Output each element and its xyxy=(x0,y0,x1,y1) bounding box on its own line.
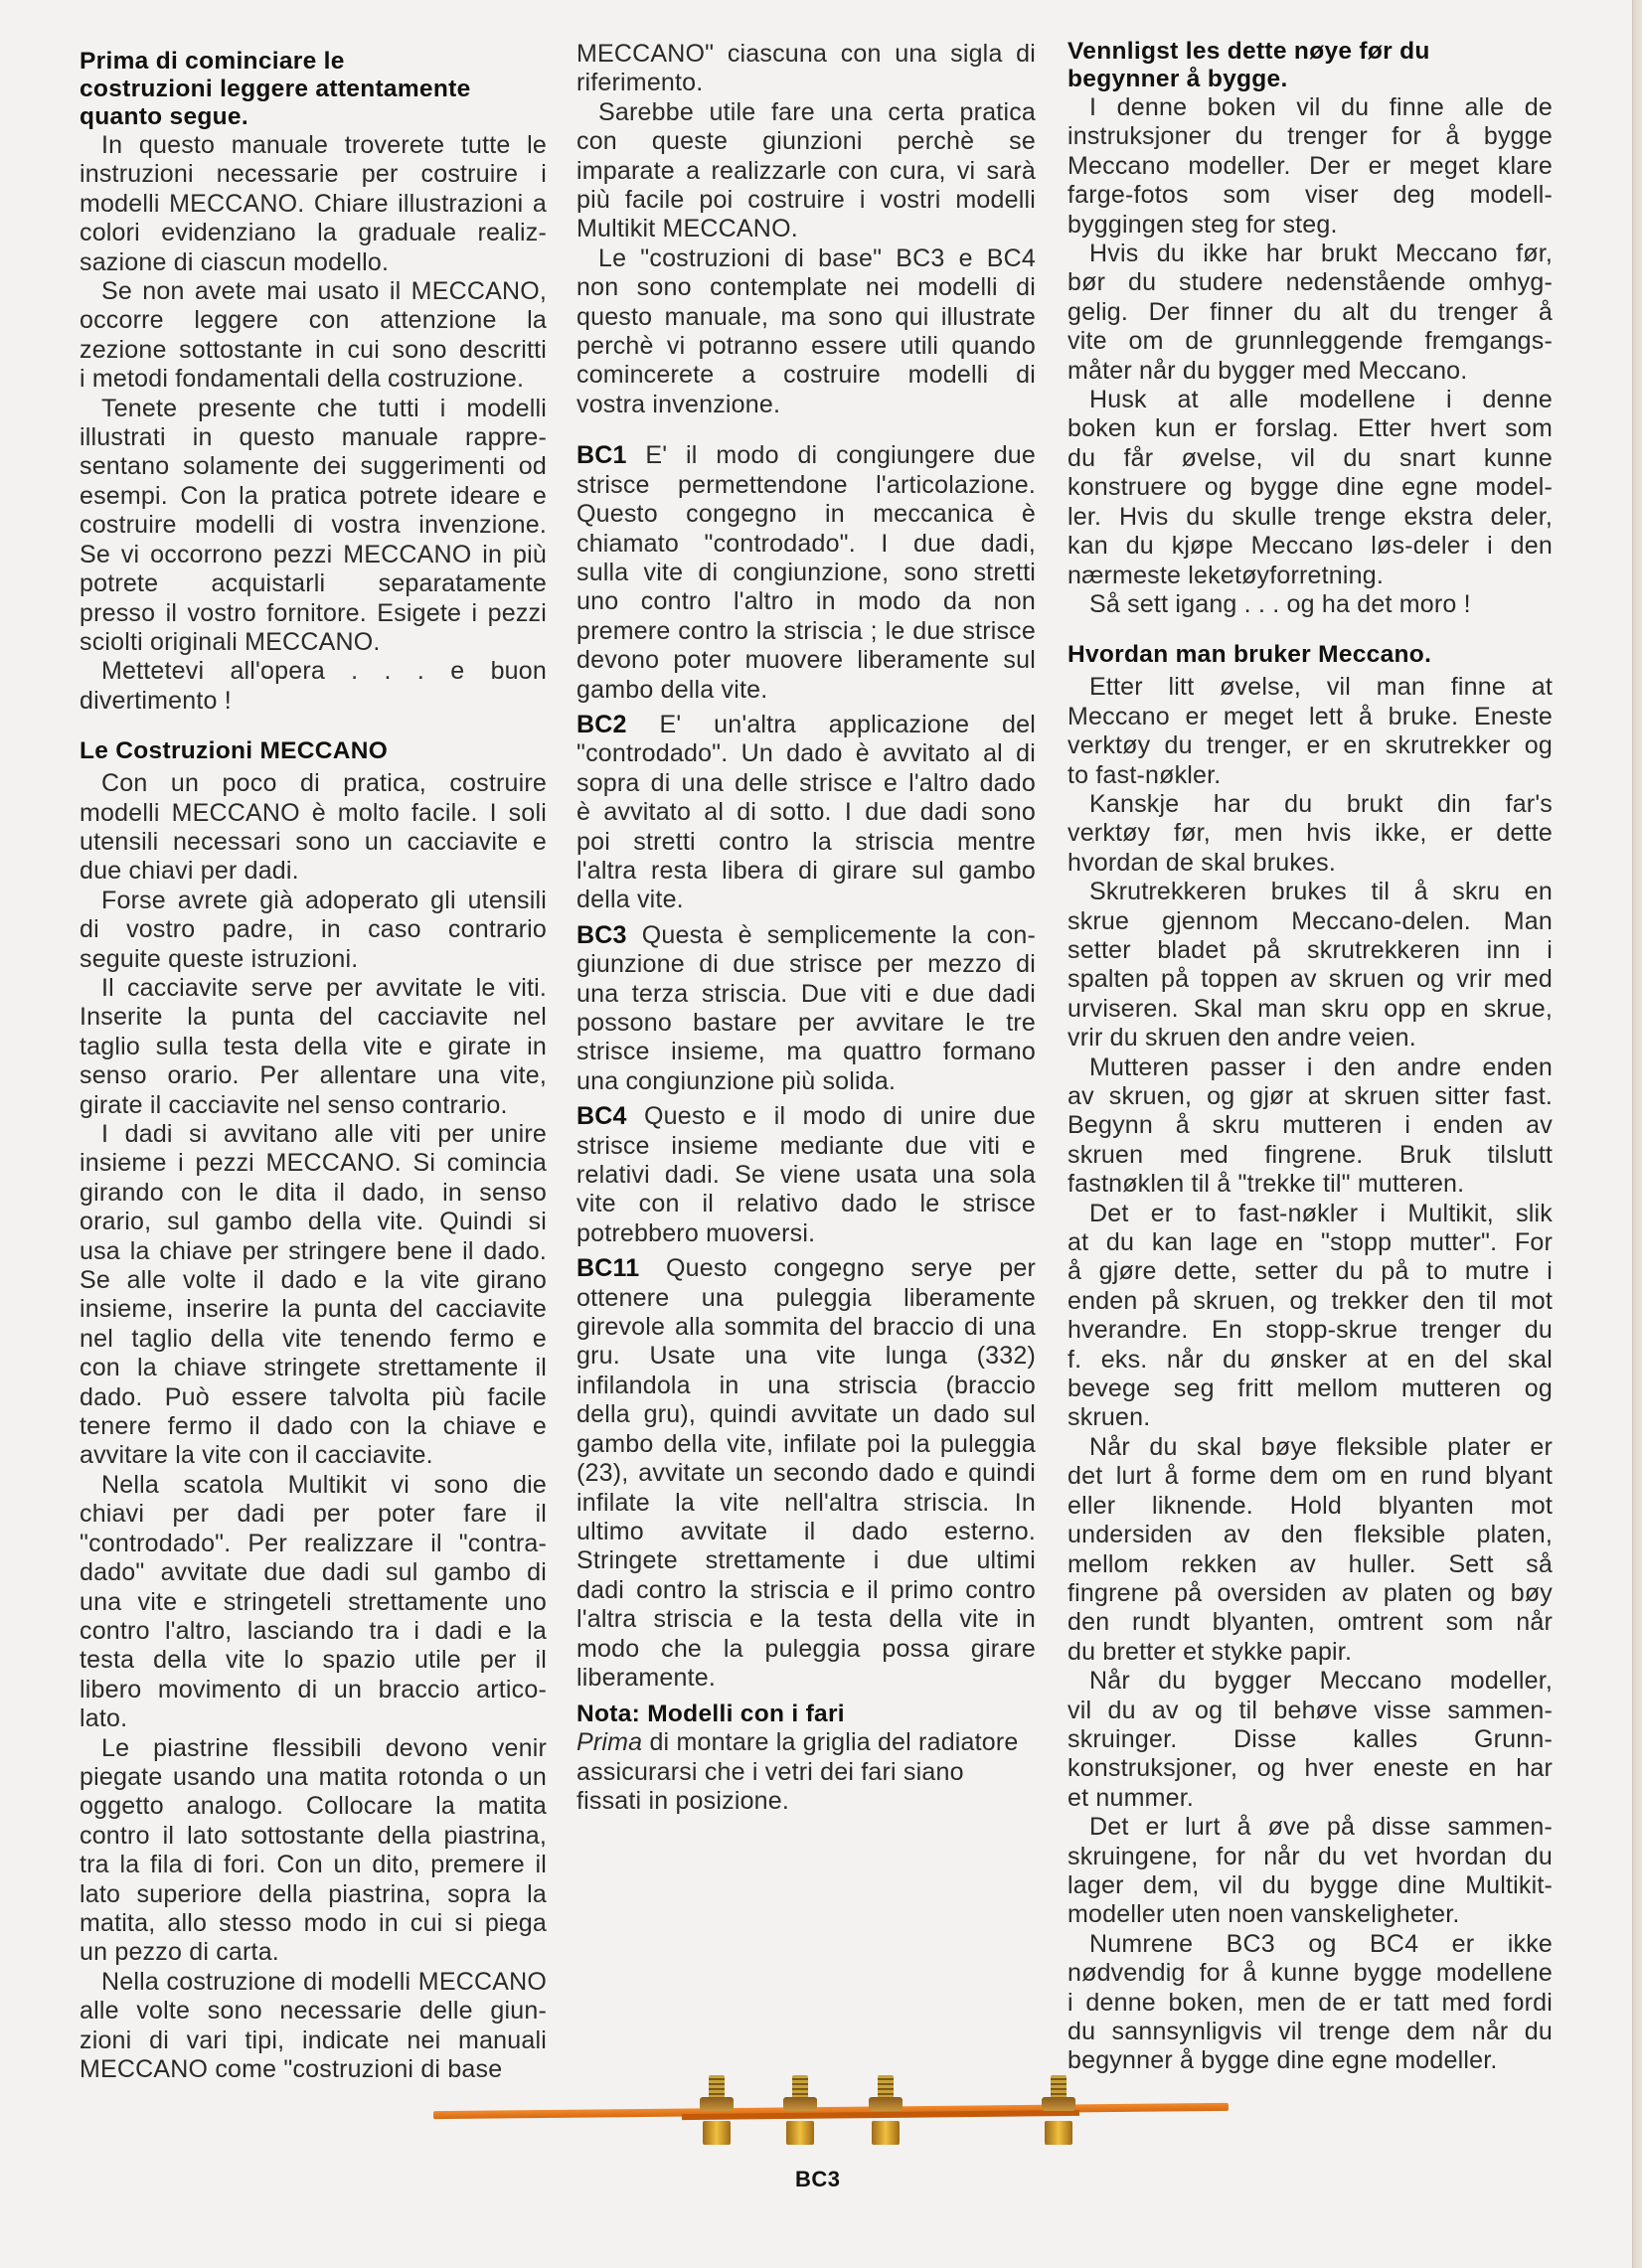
text-line: girate il cacciavite nel senso contrario. xyxy=(80,1090,508,1119)
paragraph xyxy=(1067,673,1553,790)
text-line: una vite e stringeteli strettamente uno xyxy=(80,1587,547,1616)
bc3-illustration xyxy=(433,2072,1229,2132)
text-line: questo manuale, ma sono qui illustrate xyxy=(576,302,1036,331)
text-line: seguite queste istruzioni. xyxy=(80,944,359,973)
text-line: strisce permettendone l'articolazione. xyxy=(576,470,1036,499)
text-line: Le piastrine flessibili devono venir xyxy=(101,1733,547,1762)
illustration-caption: BC3 xyxy=(795,2167,841,2191)
text-line: Nella scatola Multikit vi sono die xyxy=(101,1470,547,1499)
bolt-4 xyxy=(1042,2075,1075,2145)
bolt-nut xyxy=(1042,2097,1075,2111)
paragraph xyxy=(1067,240,1553,386)
text-line: vite con il relativo dado le strisce xyxy=(576,1190,1036,1218)
bc-code-label: BC3 xyxy=(576,920,627,949)
sub-heading: Le Costruzioni MECCANO xyxy=(80,737,389,765)
bolt-nut xyxy=(700,2097,734,2111)
text-line: Det er lurt å øve på disse sammen- xyxy=(1089,1813,1553,1842)
text-line: un pezzo di carta. xyxy=(80,1938,279,1967)
text-line: girevole alla sommita del braccio di una xyxy=(576,1313,1036,1342)
text-line: zioni di vari tipi, indicate nei manuali xyxy=(80,2025,547,2054)
page-edge xyxy=(1632,0,1642,2268)
text-line: to fast-nøkler. xyxy=(1067,760,1222,789)
text-line: tenere fermo il dado con la chiave e xyxy=(80,1412,547,1441)
bc-item-bc1 xyxy=(576,441,1036,705)
heading-line: begynner å bygge. xyxy=(1067,66,1288,92)
text-line: Kanskje har du brukt din far's xyxy=(1089,789,1553,818)
text-line: Husk at alle modellene i denne xyxy=(1089,386,1553,414)
bolt-head xyxy=(1045,2121,1072,2145)
text-line: tra la fila di fori. Con un dito, premere il xyxy=(80,1851,547,1879)
text-line xyxy=(576,441,1036,470)
text-line: orario, sul gambo della vite. Quindi si xyxy=(80,1208,547,1236)
text-line: boken kun er forslag. Etter hvert som xyxy=(1067,414,1553,443)
text-line: eller liknende. Hold blyanten mot xyxy=(1067,1491,1553,1520)
paragraph xyxy=(1067,1813,1553,1930)
text-line: konstruksjoner, og hver eneste en har xyxy=(1067,1754,1553,1783)
text-line: della gru), quindi avvitate un dado sul xyxy=(576,1400,1036,1429)
text-line: insieme i pezzi MECCANO. Si comincia xyxy=(80,1149,547,1178)
bc-text: Questa è semplicemente la con- xyxy=(626,920,1036,949)
text-line: imparate a realizzarle con cura, vi sarà xyxy=(576,156,1036,185)
paragraph xyxy=(576,244,1036,419)
left-column-italian xyxy=(80,48,547,2084)
text-line: Sarebbe utile fare una certa pratica xyxy=(598,97,1036,126)
text-line: è avvitato al di sotto. I due dadi sono xyxy=(576,798,1036,827)
text-line: Il cacciavite serve per avvitate le viti. xyxy=(101,973,547,1002)
text-line: et nummer. xyxy=(1067,1783,1195,1812)
paragraph xyxy=(1067,878,1553,1053)
text-line: l'altra striscia e la testa della vite in xyxy=(576,1605,1036,1634)
bc-text: Questo congegno serye per xyxy=(639,1254,1036,1283)
bolt-thread xyxy=(709,2075,725,2099)
text-line: at du kan lage en "stopp mutter". For xyxy=(1067,1228,1553,1257)
text-line: In questo manuale troverete tutte le xyxy=(101,131,547,159)
paragraph xyxy=(80,395,547,658)
paragraph xyxy=(1067,386,1553,590)
text-line: illustrati in questo manuale rappre- xyxy=(80,423,547,452)
bc-code-label: BC1 xyxy=(576,441,627,470)
text-line: skruinger. Disse kalles Grunn- xyxy=(1067,1724,1553,1753)
text-line: "controdado". Un dado è avvitato al di xyxy=(576,739,1036,768)
text-line: libero movimento di un braccio artico- xyxy=(80,1675,547,1703)
text-line: modo che la puleggia possa girare xyxy=(576,1634,1036,1663)
text-line: Hvis du ikke har brukt Meccano før, xyxy=(1089,240,1553,268)
text-line: Inserite la punta del cacciavite nel xyxy=(80,1003,547,1032)
spacer xyxy=(576,1693,1036,1699)
paragraph xyxy=(1067,790,1553,878)
text-line: modelli MECCANO. Chiare illustrazioni a xyxy=(80,189,547,218)
text-line: devono poter muovere liberamente sul xyxy=(576,646,1036,675)
text-line: Tenete presente che tutti i modelli xyxy=(101,394,547,422)
text-line: Multikit MECCANO. xyxy=(576,215,798,243)
text-line: vostra invenzione. xyxy=(576,390,781,418)
text-line: esempi. Con la pratica potrete ideare e xyxy=(80,481,547,510)
text-line: bør du studere nedenstående omhyg- xyxy=(1067,268,1553,297)
bc-code-label: BC11 xyxy=(576,1254,640,1283)
text-line: infilandola in una striscia (braccio xyxy=(576,1371,1036,1399)
text-line: modelli MECCANO è molto facile. I soli xyxy=(80,798,547,827)
text-line: hvordan de skal brukes. xyxy=(1067,848,1337,877)
bc-item-bc11 xyxy=(576,1254,1036,1693)
paragraph xyxy=(1067,1667,1553,1813)
text-line: Se non avete mai usato il MECCANO, xyxy=(101,277,547,306)
paragraph xyxy=(80,769,547,887)
bolt-nut xyxy=(869,2097,903,2111)
paragraph xyxy=(1067,1930,1553,2076)
text-line xyxy=(576,1102,1036,1131)
bolt-head xyxy=(786,2121,814,2145)
text-line: l'altra resta libera di girare sul gambo xyxy=(576,856,1036,885)
text-line: con queste giunzioni perchè se xyxy=(576,127,1036,156)
bolt-head xyxy=(872,2121,900,2145)
text-line: Så sett igang . . . og ha det moro ! xyxy=(1089,589,1471,618)
bc-item-bc2 xyxy=(576,711,1036,915)
text-line: taglio sulla testa della vite e girate in xyxy=(80,1032,547,1060)
text-line: usa la chiave per stringere bene il dado. xyxy=(80,1236,547,1265)
text-line: assicurarsi che i vetri dei fari siano xyxy=(576,1757,964,1786)
text-line: fastnøklen til å "trekke til" mutteren. xyxy=(1067,1170,1465,1199)
text-line: potrebbero muoversi. xyxy=(576,1218,816,1247)
text-line: "controdado". Per realizzare il "contra- xyxy=(80,1529,547,1557)
bc-code-label: BC4 xyxy=(576,1102,627,1131)
text-line: begynner å bygge dine egne modeller. xyxy=(1067,2046,1498,2075)
text-line: undersiden av den fleksible platen, xyxy=(1067,1521,1553,1549)
right-column-norwegian xyxy=(1067,38,1553,2076)
bolt-3 xyxy=(869,2075,903,2145)
text-line: Når du skal bøye fleksible plater er xyxy=(1089,1432,1553,1461)
bc-code-label: BC2 xyxy=(576,710,627,738)
middle-column-italian xyxy=(576,40,1036,1817)
paragraph xyxy=(80,974,547,1120)
text-line: giunzione di due strisce per mezzo di xyxy=(576,950,1036,979)
text-line: vil du av og til behøve visse sammen- xyxy=(1067,1696,1553,1724)
text-line: una congiunzione più solida. xyxy=(576,1066,897,1095)
text-line: mellom rekken av huller. Sett så xyxy=(1067,1549,1553,1578)
text-line: nærmeste leketøyforretning. xyxy=(1067,561,1385,589)
text-line xyxy=(576,1254,1036,1283)
paragraph xyxy=(1067,1053,1553,1200)
text-line: lato superiore della piastrina, sopra la xyxy=(80,1879,547,1908)
text-line: Con un poco di pratica, costruire xyxy=(101,769,547,798)
text-line: gambo della vite. xyxy=(576,675,768,704)
text-line: Se alle volte il dado e la vite girano xyxy=(80,1266,547,1295)
text-line: fissati in posizione. xyxy=(576,1787,790,1816)
text-line: den rundt blyanten, omtrent som når xyxy=(1067,1608,1553,1637)
text-line: riferimento. xyxy=(576,69,704,97)
text-line: potrete acquistarli separatamente xyxy=(80,569,547,598)
bolt-head xyxy=(703,2121,731,2145)
text-line: due chiavi per dadi. xyxy=(80,857,299,886)
text-line: spalten på toppen av skruen og vrir med xyxy=(1067,965,1553,994)
text-line: skruen med fingrene. Bruk tilslutt xyxy=(1067,1140,1553,1169)
text-line: verktøy før, men hvis ikke, er dette xyxy=(1067,819,1553,848)
text-line: skrue gjennom Meccano-delen. Man xyxy=(1067,906,1553,935)
bc-item-bc4 xyxy=(576,1102,1036,1248)
text-line: strisce insieme, ma quattro formano xyxy=(576,1038,1036,1066)
text-line: lato. xyxy=(80,1704,128,1733)
text-line: (23), avvitate un secondo dado e quindi xyxy=(576,1459,1036,1488)
text-line: presso il vostro fornitore. Esigete i pezzi xyxy=(80,598,547,627)
text-line: I dadi si avvitano alle viti per unire xyxy=(101,1120,547,1148)
text-line: Meccano modeller. Der er meget klare xyxy=(1067,151,1553,180)
text-line: vrir du skruen den andre veien. xyxy=(1067,1024,1416,1053)
text-line: nødvendig for å kunne bygge modellene xyxy=(1067,1959,1553,1988)
text-line: relativi dadi. Se viene usata una sola xyxy=(576,1161,1036,1190)
section-heading xyxy=(1067,38,1553,93)
text-line: poi stretti contro la striscia mentre xyxy=(576,827,1036,856)
text-line: divertimento ! xyxy=(80,686,232,715)
paragraph xyxy=(80,887,547,974)
text-line: dado. Può essere talvolta più facile xyxy=(80,1382,547,1411)
text-line: girando con le dita il dado, in senso xyxy=(80,1178,547,1207)
paragraph xyxy=(1067,1200,1553,1433)
paragraph xyxy=(1067,590,1553,619)
text-line: hverandre. En stopp-skrue trenger du xyxy=(1067,1316,1553,1345)
text-line: å gjøre dette, setter du på to mutre i xyxy=(1067,1257,1553,1286)
text-line xyxy=(576,711,1036,739)
emphasis: Prima xyxy=(576,1728,643,1757)
text-line: insieme, inserire la punta del cacciavite xyxy=(80,1295,547,1324)
text-line: colori evidenziano la graduale realiz- xyxy=(80,219,547,247)
text-line: verktøy du trenger, er en skrutrekker og xyxy=(1067,731,1553,760)
paragraph xyxy=(576,98,1036,244)
text-line: Numrene BC3 og BC4 er ikke xyxy=(1089,1929,1553,1958)
text-line: liberamente. xyxy=(576,1663,716,1692)
paragraph xyxy=(80,1471,547,1734)
bolt-thread xyxy=(1051,2075,1067,2099)
text-line: måter når du bygger med Meccano. xyxy=(1067,356,1468,385)
paragraph xyxy=(80,131,547,277)
text-line: skruingene, for når du vet hvordan du xyxy=(1067,1842,1553,1870)
text-line: perchè vi potranno essere utili quando xyxy=(576,332,1036,361)
text-line xyxy=(576,921,1036,950)
text-line: sopra di una delle strisce e l'altro dado xyxy=(576,768,1036,797)
text-line: du bretter et stykke papir. xyxy=(1067,1637,1353,1666)
text-line: i denne boken, men de er tatt med fordi xyxy=(1067,1988,1553,2017)
text-line: gru. Usate una vite lunga (332) xyxy=(576,1342,1036,1371)
text-line: byggingen steg for steg. xyxy=(1067,210,1338,239)
paragraph xyxy=(1067,93,1553,240)
text-line: ler. Hvis du skulle trenge ekstra deler, xyxy=(1067,502,1553,531)
text-line: ottenere una puleggia liberamente xyxy=(576,1283,1036,1312)
paragraph xyxy=(80,1120,547,1471)
text-line: della vite. xyxy=(576,886,684,914)
text-line: contro il lato sottostante della piastrina, xyxy=(80,1821,547,1850)
text-line: fingrene på oversiden av platen og bøy xyxy=(1067,1578,1553,1607)
text-line: strisce insieme mediante due viti e xyxy=(576,1131,1036,1160)
bolt-2 xyxy=(783,2075,817,2145)
bolt-1 xyxy=(700,2075,734,2145)
text-line: alle volte sono necessarie delle giun- xyxy=(80,1997,547,2025)
paragraph xyxy=(576,40,1036,98)
text-line: instruksjoner du trenger for å bygge xyxy=(1067,122,1553,151)
text-line: gelig. Der finner du alt du trenger å xyxy=(1067,297,1553,326)
text-line: matita, allo stesso modo in cui si piega xyxy=(80,1908,547,1937)
text-line: oggetto analogo. Collocare la matita xyxy=(80,1792,547,1821)
sub-heading: Hvordan man bruker Meccano. xyxy=(1067,641,1432,669)
text-line: di vostro padre, in caso contrario xyxy=(80,915,547,944)
text-line: Mettetevi all'opera . . . e buon xyxy=(101,657,547,686)
text-line: nel taglio della vite tenendo fermo e xyxy=(80,1324,547,1353)
text-line: Stringete strettamente i due ultimi xyxy=(576,1546,1036,1575)
text-line: una terza striscia. Due viti e due dadi xyxy=(576,979,1036,1008)
text-line: MECCANO come "costruzioni di base xyxy=(80,2055,503,2083)
text-line: farge-fotos som viser deg modell- xyxy=(1067,181,1553,210)
text-line: bevege seg fritt mellom mutteren og xyxy=(1067,1375,1553,1403)
text-line: sentano solamente dei suggerimenti od xyxy=(80,452,547,481)
text-line: I denne boken vil du finne alle de xyxy=(1089,93,1553,121)
bolt-thread xyxy=(792,2075,808,2099)
text-line: enden på skruen, og trekker den til mot xyxy=(1067,1286,1553,1315)
text-line: MECCANO" ciascuna con una sigla di xyxy=(576,40,1036,68)
text-line: Når du bygger Meccano modeller, xyxy=(1089,1667,1553,1696)
text-line: f. eks. når du ønsker at en del skal xyxy=(1067,1345,1553,1374)
paragraph xyxy=(1067,1433,1553,1667)
bolt-nut xyxy=(783,2097,817,2111)
text-line: Prima di montare la griglia del radiatore xyxy=(576,1728,1019,1757)
paragraph xyxy=(80,277,547,395)
text-line: zezione sottostante in cui sono descritti xyxy=(80,335,547,364)
paragraph xyxy=(80,657,547,716)
text-line: utensili necessari sono un cacciavite e xyxy=(80,827,547,856)
text-line: uno contro l'altro in modo da non xyxy=(576,587,1036,616)
text-line: non sono contemplate nei modelli di xyxy=(576,273,1036,302)
text-line: costruire modelli di vostra invenzione. xyxy=(80,511,547,540)
paragraph xyxy=(80,1968,547,2085)
text-line: Det er to fast-nøkler i Multikit, slik xyxy=(1089,1199,1553,1227)
bc-text: Questo e il modo di unire due xyxy=(626,1102,1036,1131)
text-line: chiamato "controdado". I due dadi, xyxy=(576,529,1036,558)
text-line: du sannsynligvis vil trenge dem når du xyxy=(1067,2018,1553,2045)
text-line: skruen. xyxy=(1067,1403,1151,1432)
text-line: infilate la vite nell'altra striscia. In xyxy=(576,1488,1036,1517)
text-line: du får øvelse, vil du snart kunne xyxy=(1067,443,1553,472)
heading-line: Prima di cominciare le xyxy=(80,48,345,75)
text-line: i metodi fondamentali della costruzione. xyxy=(80,365,525,394)
heading-line: costruzioni leggere attentamente xyxy=(80,76,471,102)
text-line: più facile poi costruire i vostri modelli xyxy=(576,186,1036,215)
text-line: sulla vite di congiunzione, sono stretti xyxy=(576,558,1036,586)
text-line: Skrutrekkeren brukes til å skru en xyxy=(1089,878,1553,906)
text-line: modeller uten noen vanskeligheter. xyxy=(1067,1900,1460,1929)
text-line: contro l'altro, lasciando tra i dadi e la xyxy=(80,1616,547,1645)
text-line: konstruere og bygge dine egne model- xyxy=(1067,473,1553,502)
text-line: ultimo avvitate il dado esterno. xyxy=(576,1517,1036,1545)
text-line: det lurt å forme dem om en rund blyant xyxy=(1067,1462,1553,1491)
text-line: testa della vite lo spazio utile per il xyxy=(80,1646,547,1675)
text-line: gambo della vite, infilate poi la puleggia xyxy=(576,1429,1036,1458)
paragraph xyxy=(80,1734,547,1968)
text-line: Etter litt øvelse, vil man finne at xyxy=(1089,673,1553,702)
text-line: con la chiave stringete strettamente il xyxy=(80,1354,547,1382)
text-line: chiavi per dadi per poter fare il xyxy=(80,1500,547,1529)
text-line: lager dem, vil du bygge dine Multikit- xyxy=(1067,1870,1553,1899)
text-line: avvitare la vite con il cacciavite. xyxy=(80,1441,433,1470)
nota-heading: Nota: Modelli con i fari xyxy=(576,1701,845,1728)
text-line: piegate usando una matita rotonda o un xyxy=(80,1762,547,1791)
text-line: Meccano er meget lett å bruke. Eneste xyxy=(1067,702,1553,730)
text-line: kan du kjøpe Meccano løs-deler i den xyxy=(1067,532,1553,561)
text-line: vite om de grunnleggende fremgangs- xyxy=(1067,327,1553,356)
text-line: comincerete a costruire modelli di xyxy=(576,361,1036,390)
text-line: occorre leggere con attenzione la xyxy=(80,306,547,335)
heading-line: Vennligst les dette nøye før du xyxy=(1067,38,1430,65)
text-line: Le "costruzioni di base" BC3 e BC4 xyxy=(598,243,1036,272)
text-line: sciolti originali MECCANO. xyxy=(80,627,381,656)
text-line: Nella costruzione di modelli MECCANO xyxy=(101,1967,547,1996)
bc-item-bc3 xyxy=(576,921,1036,1096)
text-line: urviseren. Skal man skru opp en skrue, xyxy=(1067,994,1553,1023)
text-line: Questo congegno in meccanica è xyxy=(576,500,1036,529)
heading-line: quanto segue. xyxy=(80,103,248,130)
text-line: dado" avvitate due dadi sul gambo di xyxy=(80,1558,547,1587)
text-line: sazione di ciascun modello. xyxy=(80,247,390,276)
text-line: Forse avrete già adoperato gli utensili xyxy=(101,886,547,914)
bolt-thread xyxy=(878,2075,894,2099)
bc-text: E' il modo di congiungere due xyxy=(626,441,1036,470)
text-line: senso orario. Per allentare una vite, xyxy=(80,1061,547,1090)
bc-text: E' un'altra applicazione del xyxy=(626,710,1036,738)
text-line: Mutteren passer i den andre enden xyxy=(1089,1053,1553,1081)
section-heading xyxy=(80,48,547,131)
text-line: Se vi occorrono pezzi MECCANO in più xyxy=(80,540,547,568)
text-line: premere contro la striscia ; le due strisce xyxy=(576,616,1036,645)
text-line: instruzioni necessarie per costruire i xyxy=(80,160,547,189)
text-line: av skruen, og gjør at skruen sitter fast. xyxy=(1067,1082,1553,1110)
text-line: dadi contro la striscia e il primo contro xyxy=(576,1575,1036,1604)
spacer xyxy=(576,419,1036,441)
text-line: setter bladet på skrutrekkeren inn i xyxy=(1067,935,1553,964)
text-line: possono bastare per avvitare le tre xyxy=(576,1009,1036,1037)
text-line: Begynn å skru mutteren i enden av xyxy=(1067,1111,1553,1140)
